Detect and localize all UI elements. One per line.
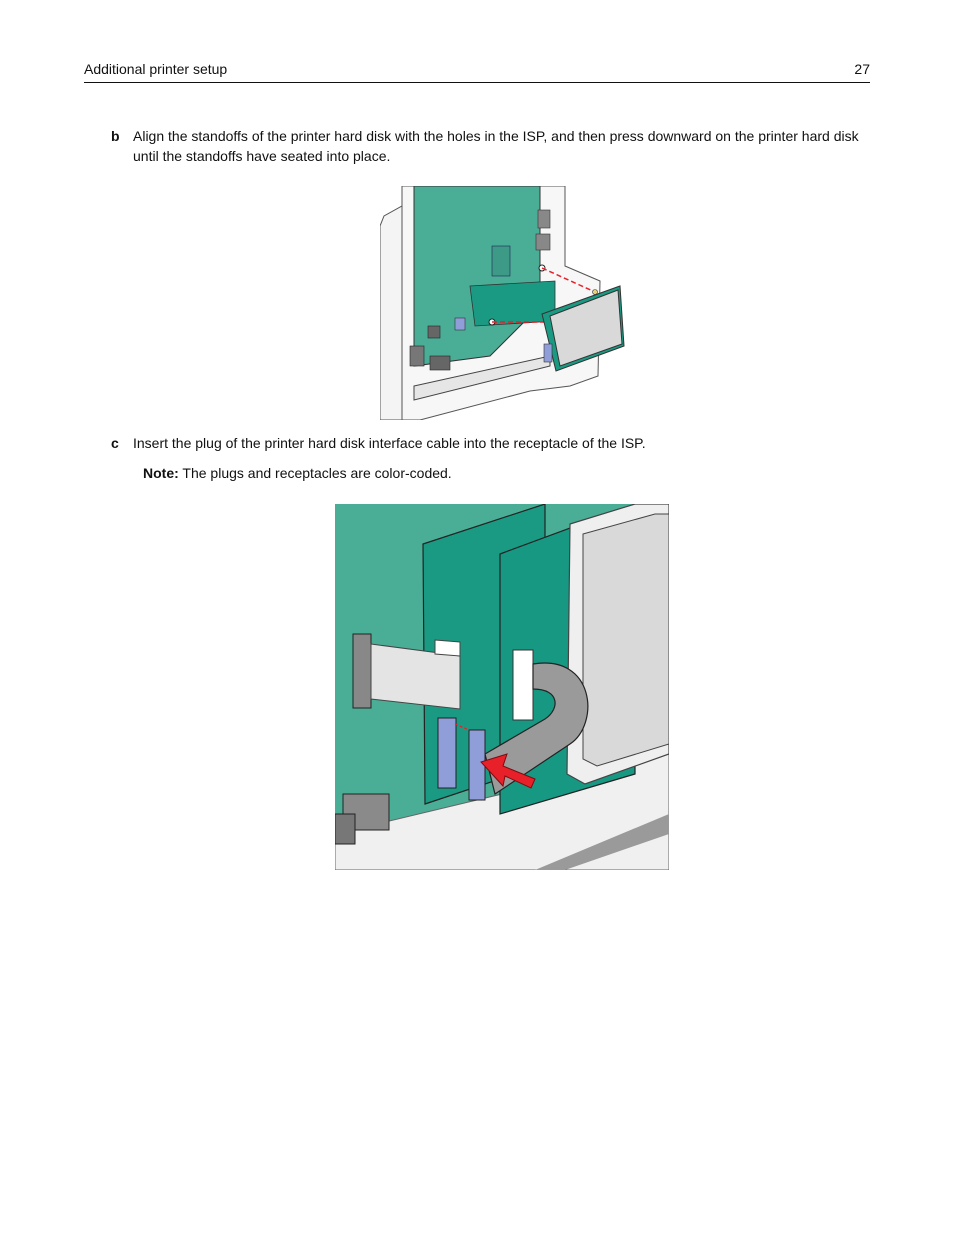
figure-1-svg [380, 186, 628, 420]
interface-cable-illustration [335, 504, 669, 870]
step-letter: b [111, 128, 120, 144]
step-text: Align the standoffs of the printer hard disk with the holes in the ISP, and then press downward on the printer hard disk until the standoffs have seated into place. [133, 128, 859, 164]
note-label: Note: [143, 465, 179, 481]
page-header [84, 60, 870, 83]
step-letter: c [111, 435, 119, 451]
figure-2-svg [335, 504, 669, 870]
note-text: The plugs and receptacles are color-coded. [178, 465, 452, 481]
hard-disk-standoff-illustration [380, 186, 628, 420]
step-text: Insert the plug of the printer hard disk interface cable into the receptacle of the ISP. [133, 435, 646, 451]
page-number: 27 [854, 61, 870, 77]
note [143, 463, 452, 483]
section-title: Additional printer setup [84, 61, 228, 77]
